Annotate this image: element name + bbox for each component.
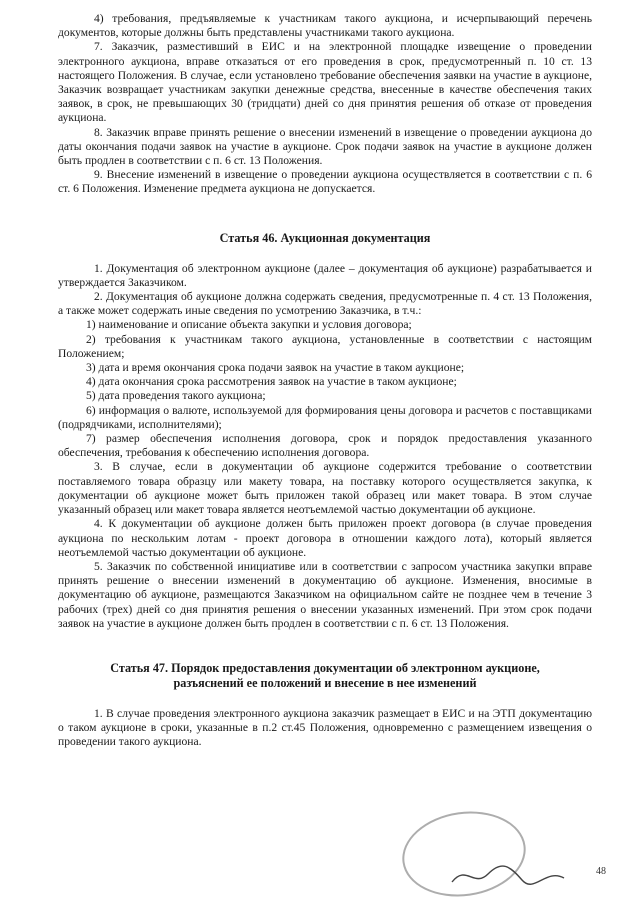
paragraph-9: 9. Внесение изменений в извещение о проведении аукциона осуществляется в соответствии с п. 6 ст. 6 Положения. Изменение предмета аукциона не допускается. <box>58 168 592 196</box>
page-number: 48 <box>596 866 606 877</box>
article-46-title: Статья 46. Аукционная документация <box>219 230 431 245</box>
document-page <box>58 12 592 750</box>
article-46-p5: 5. Заказчик по собственной инициативе или в соответствии с запросом участника закупки вправе принять решение о внесении изменений в документацию об аукционе. Изменения, вносимые в документацию об аукционе, размещаются Заказчиком на официальном сайте не позднее чем в течение 3 рабочих (трех) дней со дня принятия решения о внесении указанных изменений. При этом срок подачи заявок на участие в аукционе должен быть продлен в соответствии с п. 6 ст. 13 Положения. <box>58 559 592 630</box>
article-46-p3: 3. В случае, если в документации об аукционе содержится требование о соответствии поставляемого товара образцу или макету товара, на поставку которого осуществляется закупка, к документации об аукционе может быть приложен такой образец или макет товара. В этом случае указанный образец или макет товара является неотъемлемой частью документации об аукционе. <box>58 460 592 517</box>
paragraph-8: 8. Заказчик вправе принять решение о внесении изменений в извещение о проведении аукциона до даты окончания подачи заявок на участие в аукционе. Срок подачи заявок на участие в аукционе должен быть продлен в соответствии с п. 6 ст. 13 Положения. <box>58 125 592 168</box>
list-item: 6) информация о валюте, используемой для формирования цены договора и расчетов с поставщиками (подрядчиками, исполнителями); <box>58 403 592 431</box>
paragraph-requirements: 4) требования, предъявляемые к участникам такого аукциона, и исчерпывающий перечень документов, которые должны быть представлены участниками такого аукциона. <box>58 12 592 40</box>
handwritten-signature <box>448 860 568 890</box>
list-item: 1) наименование и описание объекта закупки и условия договора; <box>86 318 412 332</box>
article-46-p2: 2. Документация об аукционе должна содержать сведения, предусмотренные п. 4 ст. 13 Положения, а также может содержать иные сведения по усмотрению Заказчика, в т.ч.: <box>58 290 592 318</box>
article-47-title-line1: Статья 47. Порядок предоставления документации об электронном аукционе, <box>110 660 540 675</box>
list-item: 4) дата окончания срока рассмотрения заявок на участие в таком аукционе; <box>86 375 457 389</box>
article-47-title-line2: разъяснений ее положений и внесение в нее изменений <box>173 675 477 690</box>
paragraph-7: 7. Заказчик, разместивший в ЕИС и на электронной площадке извещение о проведении электронного аукциона, вправе отказаться от его проведения в срок, предусмотренный п. 10 ст. 13 настоящего Положения. В случае, если установлено требование обеспечения заявки на участие в аукционе, Заказчик возвращает участникам закупки денежные средства, внесенные в качестве обеспечения таких заявок, в срок, не превышающих 30 (тридцати) дней со дня принятия решения об отказе от проведения аукциона. <box>58 40 592 125</box>
article-47-p1: 1. В случае проведения электронного аукциона заказчик размещает в ЕИС и на ЭТП документацию о таком аукционе в сроки, указанные в п.2 ст.45 Положения, одновременно с размещением извещения о проведении такого аукциона. <box>58 706 592 749</box>
list-item: 3) дата и время окончания срока подачи заявок на участие в таком аукционе; <box>86 361 465 375</box>
list-item: 5) дата проведения такого аукциона; <box>86 389 266 403</box>
article-46-p4: 4. К документации об аукционе должен быть приложен проект договора (в случае проведения аукциона по нескольким лотам - проект договора в отношении каждого лота), который является неотъемлемой частью документации об аукционе. <box>58 517 592 559</box>
article-46-p1: 1. Документация об электронном аукционе (далее – документация об аукционе) разрабатывается и утверждается Заказчиком. <box>58 261 592 289</box>
list-item: 2) требования к участникам такого аукциона, установленные в соответствии с настоящим Положением; <box>58 332 592 360</box>
list-item: 7) размер обеспечения исполнения договора, срок и порядок предоставления указанного обеспечения, требования к обеспечению исполнения договора. <box>58 432 592 460</box>
